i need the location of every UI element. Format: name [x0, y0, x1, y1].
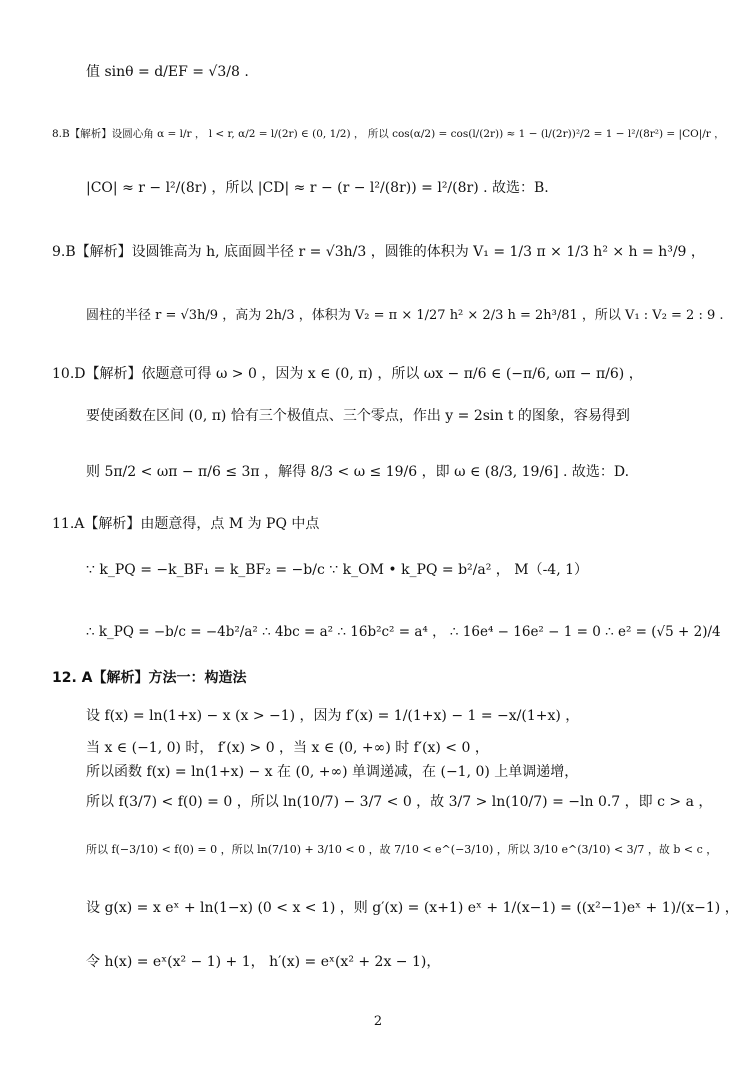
- text-line: 令 h(x) = eˣ(x² − 1) + 1， h′(x) = eˣ(x² + 2x − 1)，: [86, 954, 441, 970]
- section-heading: 12. A【解析】方法一：构造法: [52, 670, 247, 686]
- text-line: 9.B【解析】设圆锥高为 h, 底面圆半径 r = √3h/3 ，圆锥的体积为 V₁ = 1/3 π × 1/3 h² × h = h³/9 ，: [52, 244, 705, 260]
- text-line: 8.B【解析】设圆心角 α = l/r ， l < r, α/2 = l/(2r) ∈ (0, 1/2) ， 所以 cos(α/2) = cos(l/(2r)) ≈ 1 − (l/(2r))²/2 = 1 − l²/(8r²) = |CO|/r ，: [52, 128, 725, 140]
- text-line: 11.A【解析】由题意得，点 M 为 PQ 中点: [52, 516, 320, 532]
- text-line: 设 g(x) = x eˣ + ln(1−x) (0 < x < 1) ，则 g′(x) = (x+1) eˣ + 1/(x−1) = ((x²−1)eˣ + 1)/(x−1) ，: [86, 900, 739, 916]
- text-line: 要使函数在区间 (0, π) 恰有三个极值点、三个零点，作出 y = 2sin t 的图象，容易得到: [86, 408, 630, 424]
- text-line: 圆柱的半径 r = √3h/9 ，高为 2h/3 ，体积为 V₂ = π × 1/27 h² × 2/3 h = 2h³/81 ，所以 V₁ : V₂ = 2 : 9 .: [86, 308, 724, 323]
- page-number: 2: [373, 1014, 383, 1029]
- text-line: 设 f(x) = ln(1+x) − x (x > −1) ，因为 f′(x) = 1/(1+x) − 1 = −x/(1+x) ，: [86, 708, 580, 724]
- text-line: 所以函数 f(x) = ln(1+x) − x 在 (0, +∞) 单调递减，在 (−1, 0) 上单调递增，: [86, 764, 579, 780]
- text-line: 则 5π/2 < ωπ − π/6 ≤ 3π ，解得 8/3 < ω ≤ 19/6 ，即 ω ∈ (8/3, 19/6] . 故选：D.: [86, 464, 630, 480]
- text-line: 10.D【解析】依题意可得 ω > 0 ，因为 x ∈ (0, π) ，所以 ωx − π/6 ∈ (−π/6, ωπ − π/6) ，: [52, 366, 643, 382]
- text-line: 所以 f(3/7) < f(0) = 0 ，所以 ln(10/7) − 3/7 < 0 ，故 3/7 > ln(10/7) = −ln 0.7 ，即 c > a ，: [86, 794, 713, 810]
- text-line: 当 x ∈ (−1, 0) 时， f′(x) > 0 ，当 x ∈ (0, +∞) 时 f′(x) < 0 ，: [86, 740, 489, 756]
- text-line: 值 sinθ = d/EF = √3/8 .: [86, 64, 249, 80]
- text-line: |CO| ≈ r − l²/(8r) ，所以 |CD| ≈ r − (r − l²/(8r)) = l²/(8r) . 故选：B.: [86, 180, 549, 196]
- text-line: ∵ k_PQ = −k_BF₁ = k_BF₂ = −b/c ∵ k_OM • k_PQ = b²/a² ， M（-4, 1）: [86, 562, 589, 578]
- text-line: ∴ k_PQ = −b/c = −4b²/a² ∴ 4bc = a² ∴ 16b²c² = a⁴ ， ∴ 16e⁴ − 16e² − 1 = 0 ∴ e² = (√5 + 2)/4: [86, 624, 721, 640]
- text-line: 所以 f(−3/10) < f(0) = 0 ，所以 ln(7/10) + 3/10 < 0 ，故 7/10 < e^(−3/10) ，所以 3/10 e^(3/10) < 3/7 ，故 b < c ，: [86, 843, 718, 856]
